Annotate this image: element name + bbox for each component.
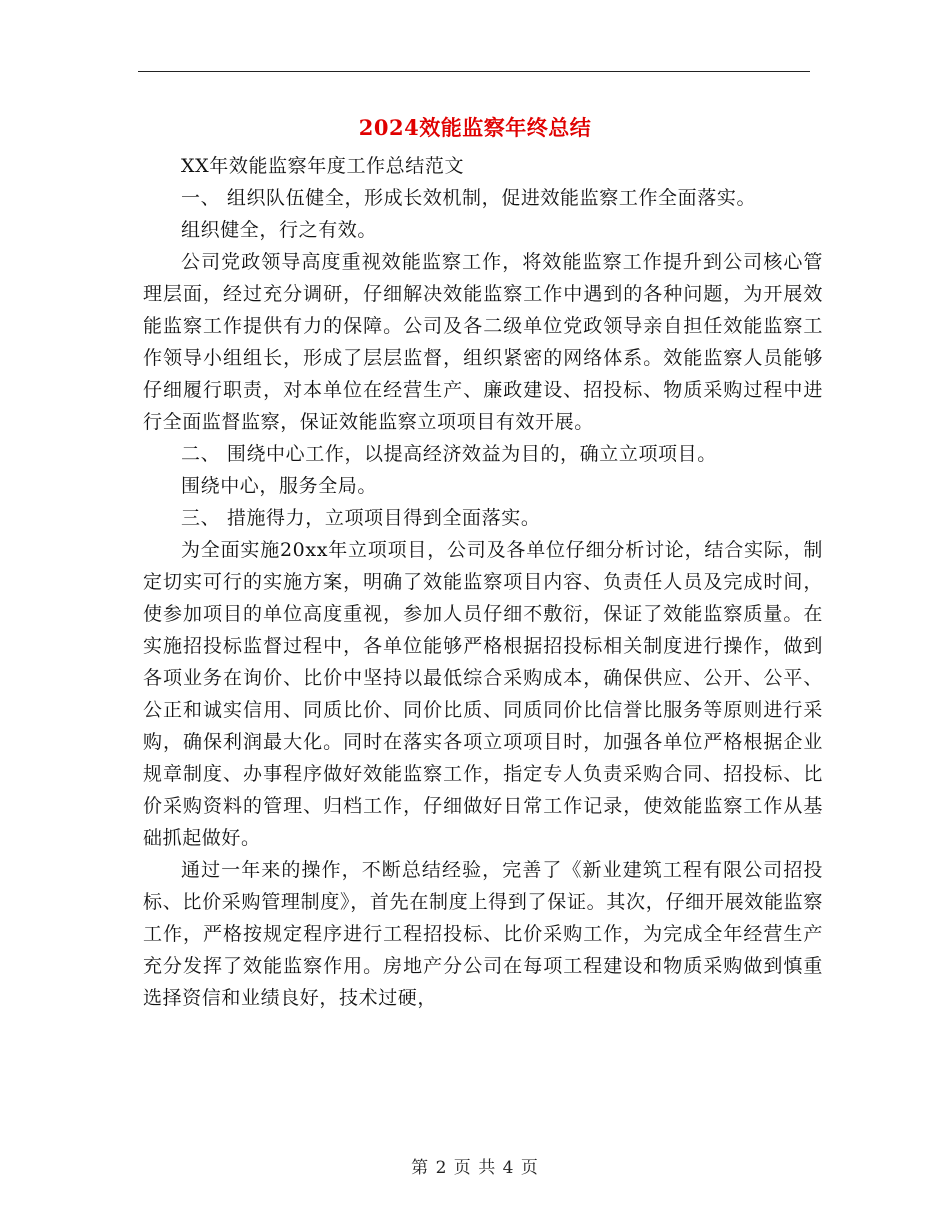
paragraph: 围绕中心，服务全局。 [181,475,378,497]
page-number-footer: 第 2 页 共 4 页 [411,1158,539,1178]
document-body [143,150,823,1014]
paragraph: 公司党政领导高度重视效能监察工作，将效能监察工作提升到公司核心管理层面，经过充分调研，仔细解决效能监察工作中遇到的各种问题，为开展效能监察工作提供有力的保障。公司及各二级单位党政领导亲自担任效能监察工作领导小组组长，形成了层层监督，组织紧密的网络体系。效能监察人员能够仔细履行职责，对本单位在经营生产、廉政建设、招投标、物质采购过程中进行全面监督监察，保证效能监察立项项目有效开展。 [143,251,823,433]
document-title: 2024效能监察年终总结 [358,115,592,140]
section-heading-1: 一、 组织队伍健全，形成长效机制，促进效能监察工作全面落实。 [181,187,757,209]
paragraph: 为全面实施20xx年立项项目，公司及各单位仔细分析讨论，结合实际，制定切实可行的实施方案，明确了效能监察项目内容、负责任人员及完成时间，使参加项目的单位高度重视，参加人员仔细不敷衍，保证了效能监察质量。在实施招投标监督过程中，各单位能够严格根据招投标相关制度进行操作，做到各项业务在询价、比价中坚持以最低综合采购成本，确保供应、公开、公平、公正和诚实信用、同质比价、同价比质、同质同价比信誉比服务等原则进行采购，确保利润最大化。同时在落实各项立项项目时，加强各单位严格根据企业规章制度、办事程序做好效能监察工作，指定专人负责采购合同、招投标、比价采购资料的管理、归档工作，仔细做好日常工作记录，使效能监察工作从基础抓起做好。 [143,539,823,849]
section-heading-3: 三、 措施得力，立项项目得到全面落实。 [181,507,541,529]
header-rule [138,71,810,72]
paragraph: 通过一年来的操作，不断总结经验，完善了《新业建筑工程有限公司招投标、比价采购管理制度》，首先在制度上得到了保证。其次，仔细开展效能监察工作，严格按规定程序进行工程招投标、比价采购工作，为完成全年经营生产充分发挥了效能监察作用。房地产分公司在每项工程建设和物质采购做到慎重选择资信和业绩良好，技术过硬， [143,859,823,1009]
paragraph: 组织健全，行之有效。 [181,219,378,241]
subtitle: XX年效能监察年度工作总结范文 [181,155,465,177]
section-heading-2: 二、 围绕中心工作，以提高经济效益为目的，确立立项项目。 [181,443,717,465]
